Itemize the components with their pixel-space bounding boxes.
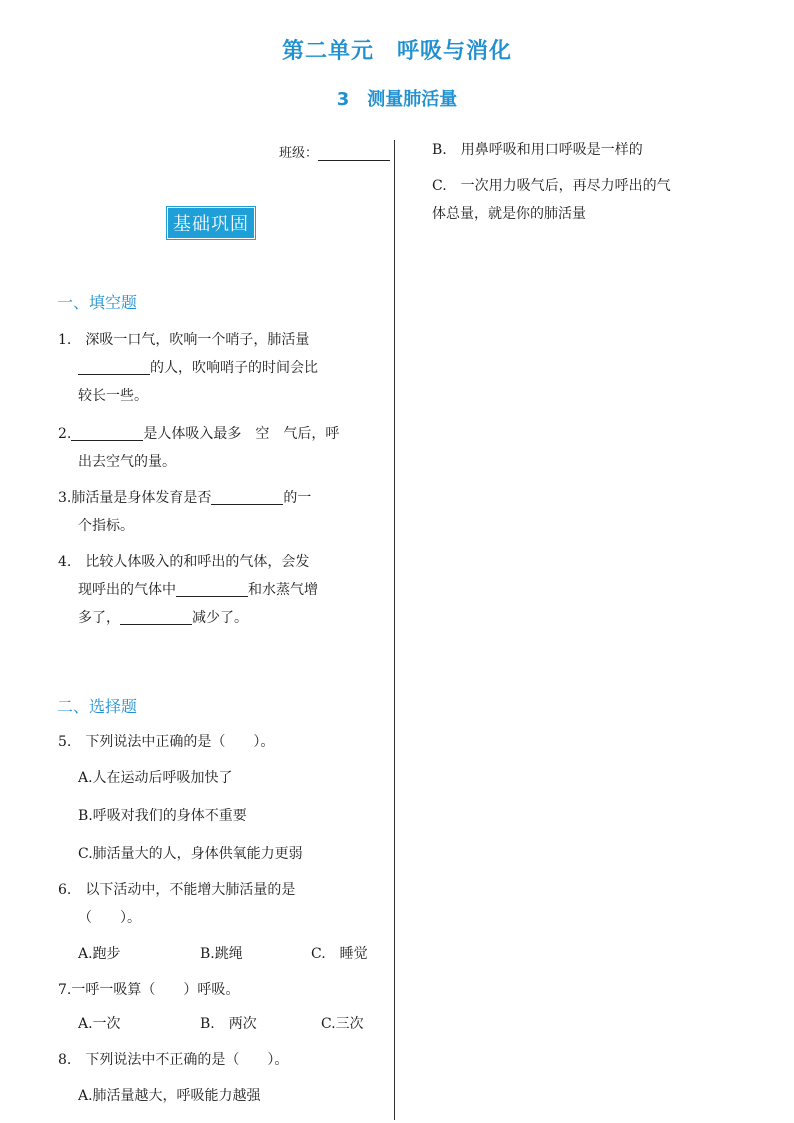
- q8-option-c[interactable]: [432, 172, 752, 228]
- q8-option-c-line2: 体总量，就是你的肺活量: [432, 206, 586, 222]
- q8-option-b[interactable]: B. 用鼻呼吸和用口呼吸是一样的: [432, 142, 643, 158]
- q3-text: 3.肺活量是身体发育是否: [58, 490, 212, 506]
- q7-option-c[interactable]: C.三次: [321, 1016, 364, 1032]
- q5-option-c[interactable]: C.肺活量大的人，身体供氧能力更弱: [78, 846, 303, 862]
- q6-option-b[interactable]: B.跳绳: [200, 946, 243, 962]
- q1-line2: [58, 354, 388, 382]
- q5-option-a[interactable]: A.人在运动后呼吸加快了: [78, 770, 233, 786]
- unit-title: 第二单元 呼吸与消化: [281, 39, 512, 64]
- q2-line1: [58, 420, 388, 448]
- q5-stem: 5. 下列说法中正确的是（ ）。: [58, 734, 275, 750]
- question-3: [58, 484, 388, 540]
- q7-option-b[interactable]: B. 两次: [200, 1016, 257, 1032]
- q4-line3-end: 减少了。: [192, 610, 248, 626]
- q1-blank[interactable]: [78, 356, 150, 375]
- q6-option-a[interactable]: A.跑步: [78, 946, 121, 962]
- q4-blank-2[interactable]: [120, 606, 192, 625]
- q1-line2-text: 的人，吹响哨子的时间会比: [150, 360, 318, 376]
- question-1: [58, 326, 388, 410]
- q3-blank[interactable]: [211, 486, 283, 505]
- q8-option-c-line1: C. 一次用力吸气后，再尽力呼出的气: [432, 178, 671, 194]
- class-label: 班级：: [279, 146, 319, 161]
- class-blank[interactable]: [318, 146, 390, 161]
- section-fill-blank-title: 一、填空题: [57, 293, 138, 312]
- q4-line2: [58, 576, 388, 604]
- q1-line1: 1. 深吸一口气，吹响一个哨子，肺活量: [58, 332, 310, 348]
- question-4: [58, 548, 388, 632]
- q2-blank[interactable]: [71, 422, 143, 441]
- section-choice-title: 二、选择题: [57, 697, 138, 716]
- q6-option-c[interactable]: C. 睡觉: [311, 946, 368, 962]
- q7-stem: 7.一呼一吸算（ ）呼吸。: [58, 982, 240, 998]
- q4-line3: [58, 604, 388, 632]
- q7-option-a[interactable]: A.一次: [78, 1016, 121, 1032]
- q6-stem: 6. 以下活动中，不能增大肺活量的是: [58, 882, 296, 898]
- q2-line2: 出去空气的量。: [78, 454, 176, 470]
- q4-blank-1[interactable]: [176, 578, 248, 597]
- column-divider: [394, 140, 395, 1120]
- q3-line2: 个指标。: [78, 518, 134, 534]
- q8-option-a[interactable]: A.肺活量越大，呼吸能力越强: [78, 1088, 261, 1104]
- q2-number: 2.: [58, 426, 72, 442]
- q3-line1: [58, 484, 388, 512]
- q6-stem-2: （ ）。: [78, 910, 141, 926]
- section-badge: 基础巩固: [168, 208, 254, 238]
- q1-line3: 较长一些。: [78, 388, 148, 404]
- q4-line1: 4. 比较人体吸入的和呼出的气体，会发: [58, 554, 310, 570]
- q8-stem: 8. 下列说法中不正确的是（ ）。: [58, 1052, 289, 1068]
- q4-line3-text: 多了，: [78, 610, 120, 626]
- q5-option-b[interactable]: B.呼吸对我们的身体不重要: [78, 808, 247, 824]
- q2-line1-text: 是人体吸入最多 空 气后，呼: [143, 426, 340, 442]
- class-field: [279, 142, 390, 161]
- q4-line2-end: 和水蒸气增: [248, 582, 318, 598]
- lesson-title: 3 测量肺活量: [336, 89, 458, 110]
- question-6: [58, 876, 388, 932]
- q3-text-end: 的一: [283, 490, 312, 506]
- q4-line2-text: 现呼出的气体中: [78, 582, 176, 598]
- question-2: [58, 420, 388, 476]
